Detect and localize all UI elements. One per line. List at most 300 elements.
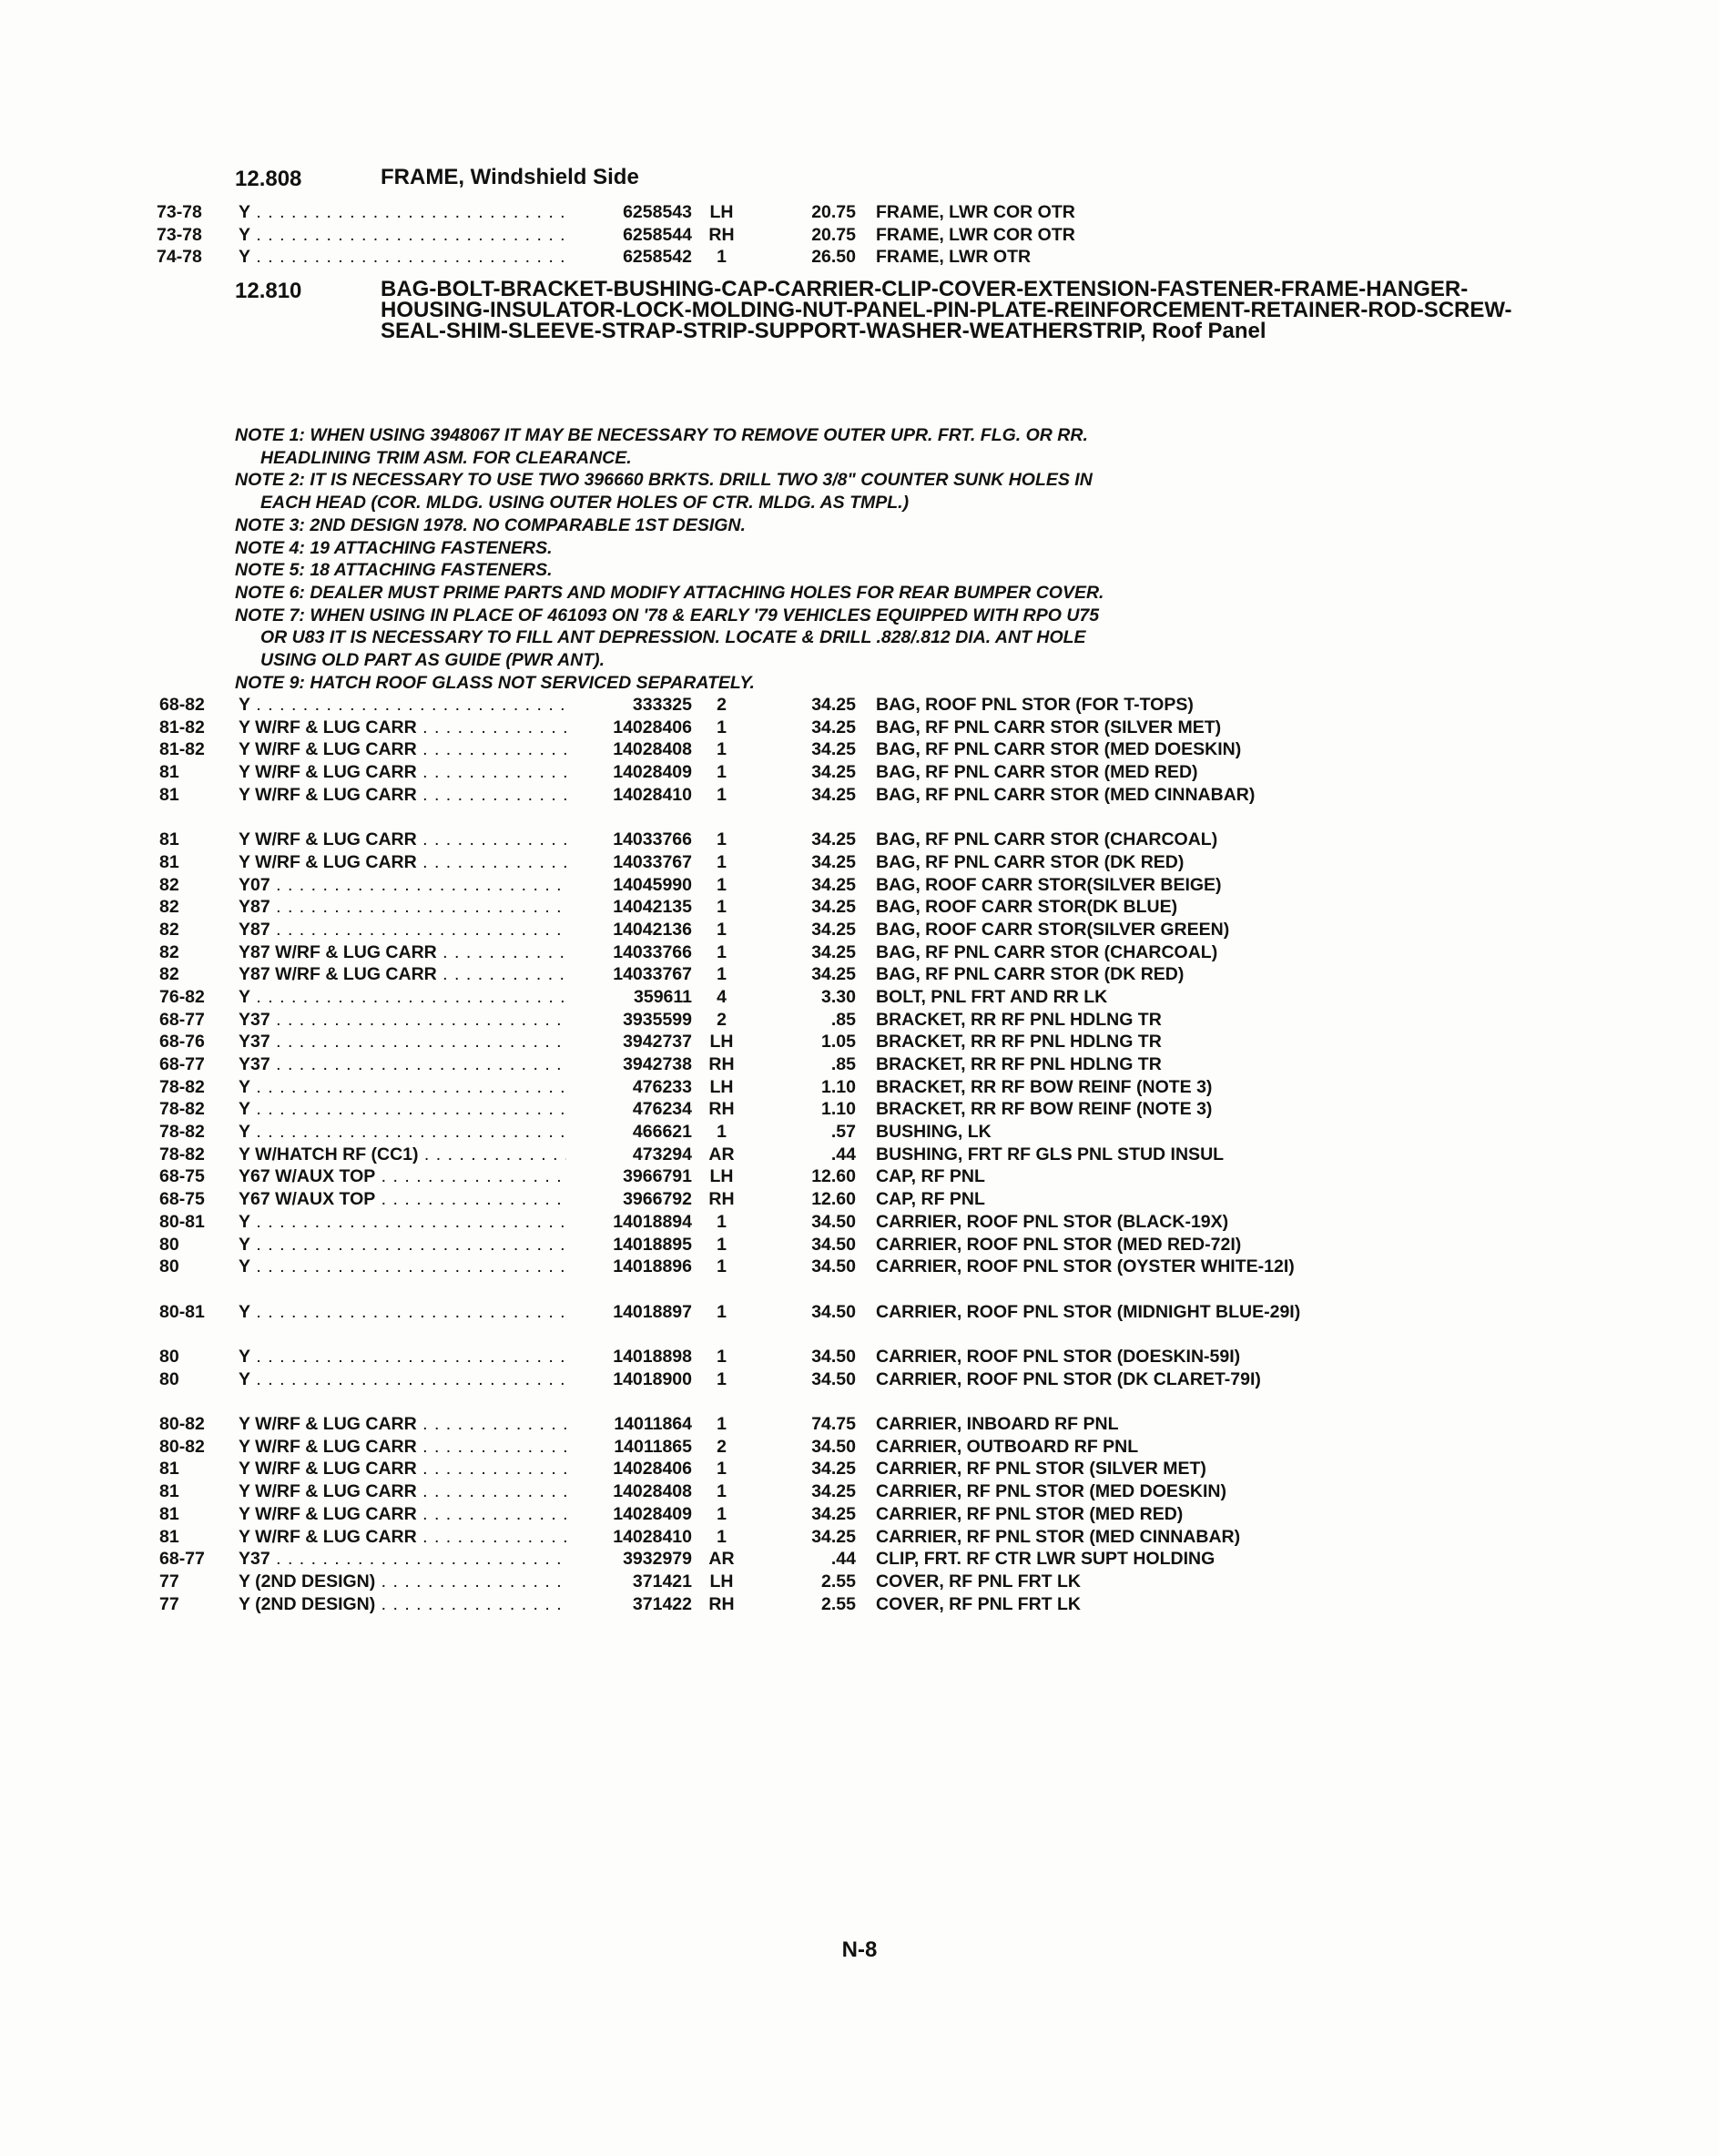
application: Y87 W/RF & LUG CARR . . . xyxy=(239,963,566,986)
price: 26.50 xyxy=(811,247,856,268)
part-number: 476234 xyxy=(632,1099,692,1120)
year-range: 73-78 xyxy=(157,202,202,222)
price: 1.10 xyxy=(821,1099,856,1120)
part-number: 3942738 xyxy=(623,1054,692,1075)
year-range: 81 xyxy=(159,1459,179,1480)
price: 34.25 xyxy=(811,762,856,783)
part-number: 6258542 xyxy=(623,247,692,268)
note xyxy=(235,424,1364,469)
application: Y . . . xyxy=(239,1211,566,1234)
quantity: 1 xyxy=(717,941,727,962)
quantity: 2 xyxy=(717,695,727,715)
year-range: 68-76 xyxy=(159,1032,205,1053)
quantity: RH xyxy=(708,1054,735,1075)
description: FRAME, LWR COR OTR xyxy=(876,224,1075,245)
quantity: 1 xyxy=(717,1481,727,1502)
year-range: 76-82 xyxy=(159,986,205,1007)
application: Y (2ND DESIGN) . . . xyxy=(239,1593,566,1616)
part-number: 14018897 xyxy=(613,1301,692,1322)
part-number: 371421 xyxy=(632,1571,692,1592)
price: 34.25 xyxy=(811,919,856,940)
price: 34.25 xyxy=(811,897,856,918)
year-range: 68-77 xyxy=(159,1549,205,1570)
note-line: NOTE 2: IT IS NECESSARY TO USE TWO 396660 BRKTS. DRILL TWO 3/8" COUNTER SUNK HOLES IN xyxy=(235,470,1093,491)
note-line: NOTE 4: 19 ATTACHING FASTENERS. xyxy=(235,537,553,558)
price: 12.60 xyxy=(811,1189,856,1210)
table-row xyxy=(0,1188,1719,1211)
year-range: 81 xyxy=(159,829,179,850)
quantity: LH xyxy=(709,1166,734,1187)
year-range: 80-82 xyxy=(159,1414,205,1435)
table-row xyxy=(0,1571,1719,1593)
year-range: 78-82 xyxy=(159,1122,205,1143)
part-number: 14033767 xyxy=(613,964,692,985)
year-range: 80-82 xyxy=(159,1436,205,1457)
table-row xyxy=(0,1121,1719,1144)
parts-table-roof-panel xyxy=(0,694,1719,1615)
description: CLIP, FRT. RF CTR LWR SUPT HOLDING xyxy=(876,1549,1216,1570)
note-line: USING OLD PART AS GUIDE (PWR ANT). xyxy=(260,650,605,671)
section-title: BAG-BOLT-BRACKET-BUSHING-CAP-CARRIER-CLIP-COVER-EXTENSION-FASTENER-FRAME-HANGER-HOUSING-INSULATOR-LOCK-MOLDING-NUT-PANEL-PIN-PLATE-REINFORCEMENT-RETAINER-ROD-SCREW-SEAL-SHIM-SLEEVE-STRAP-STRIP-SUPPORT-WASHER-WEATHERSTRIP, Roof Panel xyxy=(381,277,1512,343)
description: CARRIER, RF PNL STOR (SILVER MET) xyxy=(876,1459,1206,1480)
year-range: 81-82 xyxy=(159,717,205,737)
table-row xyxy=(0,1098,1719,1121)
table-row xyxy=(0,1165,1719,1188)
table-row xyxy=(0,963,1719,986)
note-line: NOTE 5: 18 ATTACHING FASTENERS. xyxy=(235,560,553,581)
description: COVER, RF PNL FRT LK xyxy=(876,1593,1081,1614)
part-number: 14018894 xyxy=(613,1211,692,1232)
price: 1.10 xyxy=(821,1076,856,1097)
part-number: 3966792 xyxy=(623,1189,692,1210)
year-range: 80-81 xyxy=(159,1211,205,1232)
part-number: 14028410 xyxy=(613,784,692,805)
part-number: 14028409 xyxy=(613,1503,692,1524)
year-range: 74-78 xyxy=(157,247,202,268)
price: 34.25 xyxy=(811,874,856,895)
page-number: N-8 xyxy=(841,1937,878,1962)
part-number: 14042135 xyxy=(613,897,692,918)
description: CARRIER, ROOF PNL STOR (BLACK-19X) xyxy=(876,1211,1229,1232)
description: CARRIER, ROOF PNL STOR (MED RED-72I) xyxy=(876,1234,1242,1255)
quantity: 1 xyxy=(717,1459,727,1480)
price: 34.50 xyxy=(811,1234,856,1255)
quantity: 1 xyxy=(717,717,727,737)
note xyxy=(235,559,1364,582)
quantity: 1 xyxy=(717,1414,727,1435)
application: Y W/RF & LUG CARR . . . xyxy=(239,1480,566,1503)
part-number: 14011864 xyxy=(614,1414,692,1435)
description: BRACKET, RR RF PNL HDLNG TR xyxy=(876,1054,1162,1075)
note-line: OR U83 IT IS NECESSARY TO FILL ANT DEPRESSION. LOCATE & DRILL .828/.812 DIA. ANT HOLE xyxy=(260,627,1086,648)
application: Y . . . xyxy=(239,1121,566,1144)
year-range: 80-81 xyxy=(159,1301,205,1322)
table-row xyxy=(0,829,1719,851)
note xyxy=(235,514,1364,537)
table-row xyxy=(0,1031,1719,1053)
price: 3.30 xyxy=(821,986,856,1007)
price: 34.50 xyxy=(811,1211,856,1232)
application: Y . . . xyxy=(239,986,566,1009)
part-number: 14028408 xyxy=(613,739,692,760)
price: 20.75 xyxy=(811,224,856,245)
part-number: 3932979 xyxy=(623,1549,692,1570)
note xyxy=(235,672,1364,695)
year-range: 82 xyxy=(159,964,179,985)
quantity: 1 xyxy=(717,1234,727,1255)
quantity: 1 xyxy=(717,1503,727,1524)
application: Y . . . xyxy=(239,201,566,224)
year-range: 80 xyxy=(159,1346,179,1367)
part-number: 14033767 xyxy=(613,851,692,872)
description: CARRIER, ROOF PNL STOR (OYSTER WHITE-12I) xyxy=(876,1256,1295,1277)
year-range: 81 xyxy=(159,1526,179,1547)
application: Y W/RF & LUG CARR . . . xyxy=(239,784,566,807)
part-number: 333325 xyxy=(632,695,692,715)
price: 1.05 xyxy=(821,1032,856,1053)
quantity: RH xyxy=(708,224,735,245)
year-range: 81 xyxy=(159,1503,179,1524)
note-line: NOTE 9: HATCH ROOF GLASS NOT SERVICED SEPARATELY. xyxy=(235,672,755,693)
application: Y . . . xyxy=(239,1076,566,1099)
description: BRACKET, RR RF PNL HDLNG TR xyxy=(876,1032,1162,1053)
year-range: 82 xyxy=(159,897,179,918)
price: 34.25 xyxy=(811,784,856,805)
quantity: 1 xyxy=(717,1122,727,1143)
table-row xyxy=(0,1480,1719,1503)
quantity: AR xyxy=(708,1549,735,1570)
note-line: NOTE 6: DEALER MUST PRIME PARTS AND MODIFY ATTACHING HOLES FOR REAR BUMPER COVER. xyxy=(235,582,1104,603)
price: 34.25 xyxy=(811,1503,856,1524)
quantity: AR xyxy=(708,1144,735,1164)
year-range: 81-82 xyxy=(159,739,205,760)
table-row xyxy=(0,201,1719,224)
section-title: FRAME, Windshield Side xyxy=(381,165,639,189)
description: BAG, ROOF CARR STOR(DK BLUE) xyxy=(876,897,1178,918)
part-number: 6258543 xyxy=(623,202,692,222)
application: Y . . . xyxy=(239,1301,566,1324)
table-row xyxy=(0,1413,1719,1436)
section-number: 12.808 xyxy=(235,167,302,191)
price: 34.50 xyxy=(811,1256,856,1277)
year-range: 82 xyxy=(159,941,179,962)
year-range: 81 xyxy=(159,851,179,872)
application: Y W/HATCH RF (CC1) . . . xyxy=(239,1144,566,1166)
year-range: 68-77 xyxy=(159,1009,205,1030)
part-number: 14028406 xyxy=(613,1459,692,1480)
year-range: 78-82 xyxy=(159,1099,205,1120)
application: Y . . . xyxy=(239,1256,566,1278)
price: .85 xyxy=(830,1054,856,1075)
price: 34.25 xyxy=(811,1481,856,1502)
part-number: 14028408 xyxy=(613,1481,692,1502)
table-row xyxy=(0,1053,1719,1076)
application: Y W/RF & LUG CARR . . . xyxy=(239,1526,566,1549)
price: 34.50 xyxy=(811,1346,856,1367)
part-number: 3966791 xyxy=(623,1166,692,1187)
description: BAG, RF PNL CARR STOR (DK RED) xyxy=(876,964,1185,985)
table-row xyxy=(0,738,1719,761)
application: Y W/RF & LUG CARR . . . xyxy=(239,829,566,851)
description: BAG, RF PNL CARR STOR (SILVER MET) xyxy=(876,717,1222,737)
application: Y W/RF & LUG CARR . . . xyxy=(239,1413,566,1436)
description: BRACKET, RR RF BOW REINF (NOTE 3) xyxy=(876,1099,1213,1120)
part-number: 14033766 xyxy=(613,941,692,962)
application: Y37 . . . xyxy=(239,1009,566,1032)
description: BRACKET, RR RF PNL HDLNG TR xyxy=(876,1009,1162,1030)
price: 34.25 xyxy=(811,1459,856,1480)
price: 34.50 xyxy=(811,1301,856,1322)
application: Y (2ND DESIGN) . . . xyxy=(239,1571,566,1593)
table-row xyxy=(0,784,1719,829)
quantity: 2 xyxy=(717,1009,727,1030)
description: BAG, RF PNL CARR STOR (DK RED) xyxy=(876,851,1185,872)
price: 34.25 xyxy=(811,851,856,872)
quantity: 1 xyxy=(717,829,727,850)
quantity: RH xyxy=(708,1099,735,1120)
quantity: 1 xyxy=(717,1301,727,1322)
note xyxy=(235,469,1364,514)
table-row xyxy=(0,874,1719,897)
application: Y W/RF & LUG CARR . . . xyxy=(239,761,566,784)
application: Y . . . xyxy=(239,694,566,717)
quantity: 1 xyxy=(717,1368,727,1389)
quantity: LH xyxy=(709,1076,734,1097)
year-range: 68-77 xyxy=(159,1054,205,1075)
description: BAG, RF PNL CARR STOR (CHARCOAL) xyxy=(876,941,1218,962)
description: CARRIER, RF PNL STOR (MED CINNABAR) xyxy=(876,1526,1241,1547)
table-row xyxy=(0,1144,1719,1166)
description: BAG, ROOF CARR STOR(SILVER GREEN) xyxy=(876,919,1230,940)
part-number: 14028410 xyxy=(613,1526,692,1547)
application: Y . . . xyxy=(239,224,566,247)
quantity: 4 xyxy=(717,986,727,1007)
part-number: 473294 xyxy=(632,1144,692,1164)
description: FRAME, LWR OTR xyxy=(876,247,1032,268)
quantity: 1 xyxy=(717,784,727,805)
year-range: 68-82 xyxy=(159,695,205,715)
application: Y . . . xyxy=(239,1346,566,1368)
price: 34.25 xyxy=(811,964,856,985)
table-row xyxy=(0,1503,1719,1526)
application: Y W/RF & LUG CARR . . . xyxy=(239,851,566,874)
quantity: 1 xyxy=(717,851,727,872)
quantity: 1 xyxy=(717,874,727,895)
description: BAG, RF PNL CARR STOR (MED CINNABAR) xyxy=(876,784,1256,805)
table-row xyxy=(0,986,1719,1009)
quantity: LH xyxy=(709,202,734,222)
table-row xyxy=(0,896,1719,919)
description: CARRIER, ROOF PNL STOR (DOESKIN-59I) xyxy=(876,1346,1241,1367)
year-range: 81 xyxy=(159,784,179,805)
description: BUSHING, FRT RF GLS PNL STUD INSUL xyxy=(876,1144,1225,1164)
description: CAP, RF PNL xyxy=(876,1189,985,1210)
year-range: 82 xyxy=(159,874,179,895)
section-number: 12.810 xyxy=(235,279,302,303)
table-row xyxy=(0,1211,1719,1234)
note-line: NOTE 1: WHEN USING 3948067 IT MAY BE NECESSARY TO REMOVE OUTER UPR. FRT. FLG. OR RR. xyxy=(235,425,1088,445)
table-row xyxy=(0,1593,1719,1616)
description: CARRIER, RF PNL STOR (MED RED) xyxy=(876,1503,1184,1524)
part-number: 359611 xyxy=(634,986,692,1007)
year-range: 68-75 xyxy=(159,1166,205,1187)
application: Y37 . . . xyxy=(239,1031,566,1053)
quantity: 1 xyxy=(717,1256,727,1277)
part-number: 14033766 xyxy=(613,829,692,850)
price: .44 xyxy=(830,1549,856,1570)
application: Y37 . . . xyxy=(239,1053,566,1076)
table-row xyxy=(0,1256,1719,1300)
price: 34.25 xyxy=(811,717,856,737)
price: 34.50 xyxy=(811,1368,856,1389)
year-range: 80 xyxy=(159,1234,179,1255)
application: Y . . . xyxy=(239,246,566,269)
application: Y07 . . . xyxy=(239,874,566,897)
price: 34.25 xyxy=(811,941,856,962)
table-row xyxy=(0,246,1719,269)
part-number: 466621 xyxy=(632,1122,692,1143)
application: Y87 . . . xyxy=(239,896,566,919)
note xyxy=(235,605,1364,672)
price: 20.75 xyxy=(811,202,856,222)
table-row xyxy=(0,919,1719,941)
table-row xyxy=(0,851,1719,874)
quantity: RH xyxy=(708,1189,735,1210)
quantity: LH xyxy=(709,1571,734,1592)
price: .44 xyxy=(830,1144,856,1164)
part-number: 3942737 xyxy=(623,1032,692,1053)
note-line: NOTE 3: 2ND DESIGN 1978. NO COMPARABLE 1ST DESIGN. xyxy=(235,514,746,535)
part-number: 476233 xyxy=(632,1076,692,1097)
description: BUSHING, LK xyxy=(876,1122,992,1143)
year-range: 77 xyxy=(159,1571,179,1592)
description: BAG, ROOF PNL STOR (FOR T-TOPS) xyxy=(876,695,1194,715)
description: FRAME, LWR COR OTR xyxy=(876,202,1075,222)
part-number: 6258544 xyxy=(623,224,692,245)
application: Y37 . . . xyxy=(239,1548,566,1571)
note-line: EACH HEAD (COR. MLDG. USING OUTER HOLES OF CTR. MLDG. AS TMPL.) xyxy=(260,493,910,514)
application: Y87 W/RF & LUG CARR . . . xyxy=(239,941,566,964)
description: BAG, RF PNL CARR STOR (MED DOESKIN) xyxy=(876,739,1242,760)
table-row xyxy=(0,1458,1719,1480)
table-row xyxy=(0,1548,1719,1571)
description: BAG, RF PNL CARR STOR (CHARCOAL) xyxy=(876,829,1218,850)
part-number: 14045990 xyxy=(613,874,692,895)
quantity: 1 xyxy=(717,1211,727,1232)
price: 34.25 xyxy=(811,739,856,760)
table-row xyxy=(0,941,1719,964)
table-row xyxy=(0,1009,1719,1032)
note xyxy=(235,537,1364,560)
quantity: 1 xyxy=(717,1346,727,1367)
application: Y W/RF & LUG CARR . . . xyxy=(239,738,566,761)
table-row xyxy=(0,1301,1719,1346)
description: BOLT, PNL FRT AND RR LK xyxy=(876,986,1108,1007)
notes-block xyxy=(235,424,1364,694)
application: Y W/RF & LUG CARR . . . xyxy=(239,1503,566,1526)
table-row xyxy=(0,1346,1719,1368)
application: Y87 . . . xyxy=(239,919,566,941)
part-number: 371422 xyxy=(632,1593,692,1614)
price: 34.25 xyxy=(811,1526,856,1547)
year-range: 80 xyxy=(159,1368,179,1389)
price: 74.75 xyxy=(811,1414,856,1435)
application: Y . . . xyxy=(239,1368,566,1391)
table-row xyxy=(0,1076,1719,1099)
application: Y . . . xyxy=(239,1234,566,1256)
quantity: RH xyxy=(708,1593,735,1614)
table-row xyxy=(0,224,1719,247)
year-range: 77 xyxy=(159,1593,179,1614)
part-number: 14018895 xyxy=(613,1234,692,1255)
price: 34.25 xyxy=(811,829,856,850)
price: 2.55 xyxy=(821,1571,856,1592)
quantity: 1 xyxy=(717,247,727,268)
part-number: 3935599 xyxy=(623,1009,692,1030)
description: BRACKET, RR RF BOW REINF (NOTE 3) xyxy=(876,1076,1213,1097)
quantity: 1 xyxy=(717,1526,727,1547)
table-row xyxy=(0,761,1719,784)
quantity: 1 xyxy=(717,897,727,918)
year-range: 81 xyxy=(159,1481,179,1502)
description: COVER, RF PNL FRT LK xyxy=(876,1571,1081,1592)
parts-table-frame xyxy=(0,201,1719,269)
application: Y . . . xyxy=(239,1098,566,1121)
application: Y67 W/AUX TOP . . . xyxy=(239,1165,566,1188)
price: 34.50 xyxy=(811,1436,856,1457)
year-range: 68-75 xyxy=(159,1189,205,1210)
table-row xyxy=(0,1234,1719,1256)
quantity: 2 xyxy=(717,1436,727,1457)
part-number: 14042136 xyxy=(613,919,692,940)
note-line: HEADLINING TRIM ASM. FOR CLEARANCE. xyxy=(260,447,632,468)
part-number: 14018898 xyxy=(613,1346,692,1367)
year-range: 82 xyxy=(159,919,179,940)
price: 2.55 xyxy=(821,1593,856,1614)
part-number: 14028406 xyxy=(613,717,692,737)
description: BAG, ROOF CARR STOR(SILVER BEIGE) xyxy=(876,874,1222,895)
table-row xyxy=(0,1436,1719,1459)
quantity: 1 xyxy=(717,739,727,760)
price: .57 xyxy=(830,1122,856,1143)
year-range: 80 xyxy=(159,1256,179,1277)
quantity: LH xyxy=(709,1032,734,1053)
table-row xyxy=(0,1526,1719,1549)
application: Y W/RF & LUG CARR . . . xyxy=(239,717,566,739)
application: Y W/RF & LUG CARR . . . xyxy=(239,1458,566,1480)
price: .85 xyxy=(830,1009,856,1030)
description: CARRIER, ROOF PNL STOR (DK CLARET-79I) xyxy=(876,1368,1261,1389)
part-number: 14018896 xyxy=(613,1256,692,1277)
table-row xyxy=(0,1368,1719,1413)
description: CARRIER, RF PNL STOR (MED DOESKIN) xyxy=(876,1481,1226,1502)
year-range: 73-78 xyxy=(157,224,202,245)
quantity: 1 xyxy=(717,762,727,783)
year-range: 81 xyxy=(159,762,179,783)
description: BAG, RF PNL CARR STOR (MED RED) xyxy=(876,762,1198,783)
description: CARRIER, ROOF PNL STOR (MIDNIGHT BLUE-29I) xyxy=(876,1301,1301,1322)
note-line: NOTE 7: WHEN USING IN PLACE OF 461093 ON '78 & EARLY '79 VEHICLES EQUIPPED WITH RPO U75 xyxy=(235,605,1100,625)
part-number: 14018900 xyxy=(613,1368,692,1389)
description: CAP, RF PNL xyxy=(876,1166,985,1187)
application: Y W/RF & LUG CARR . . . xyxy=(239,1436,566,1459)
note xyxy=(235,582,1364,605)
table-row xyxy=(0,694,1719,717)
quantity: 1 xyxy=(717,919,727,940)
application: Y67 W/AUX TOP . . . xyxy=(239,1188,566,1211)
quantity: 1 xyxy=(717,964,727,985)
description: CARRIER, INBOARD RF PNL xyxy=(876,1414,1119,1435)
